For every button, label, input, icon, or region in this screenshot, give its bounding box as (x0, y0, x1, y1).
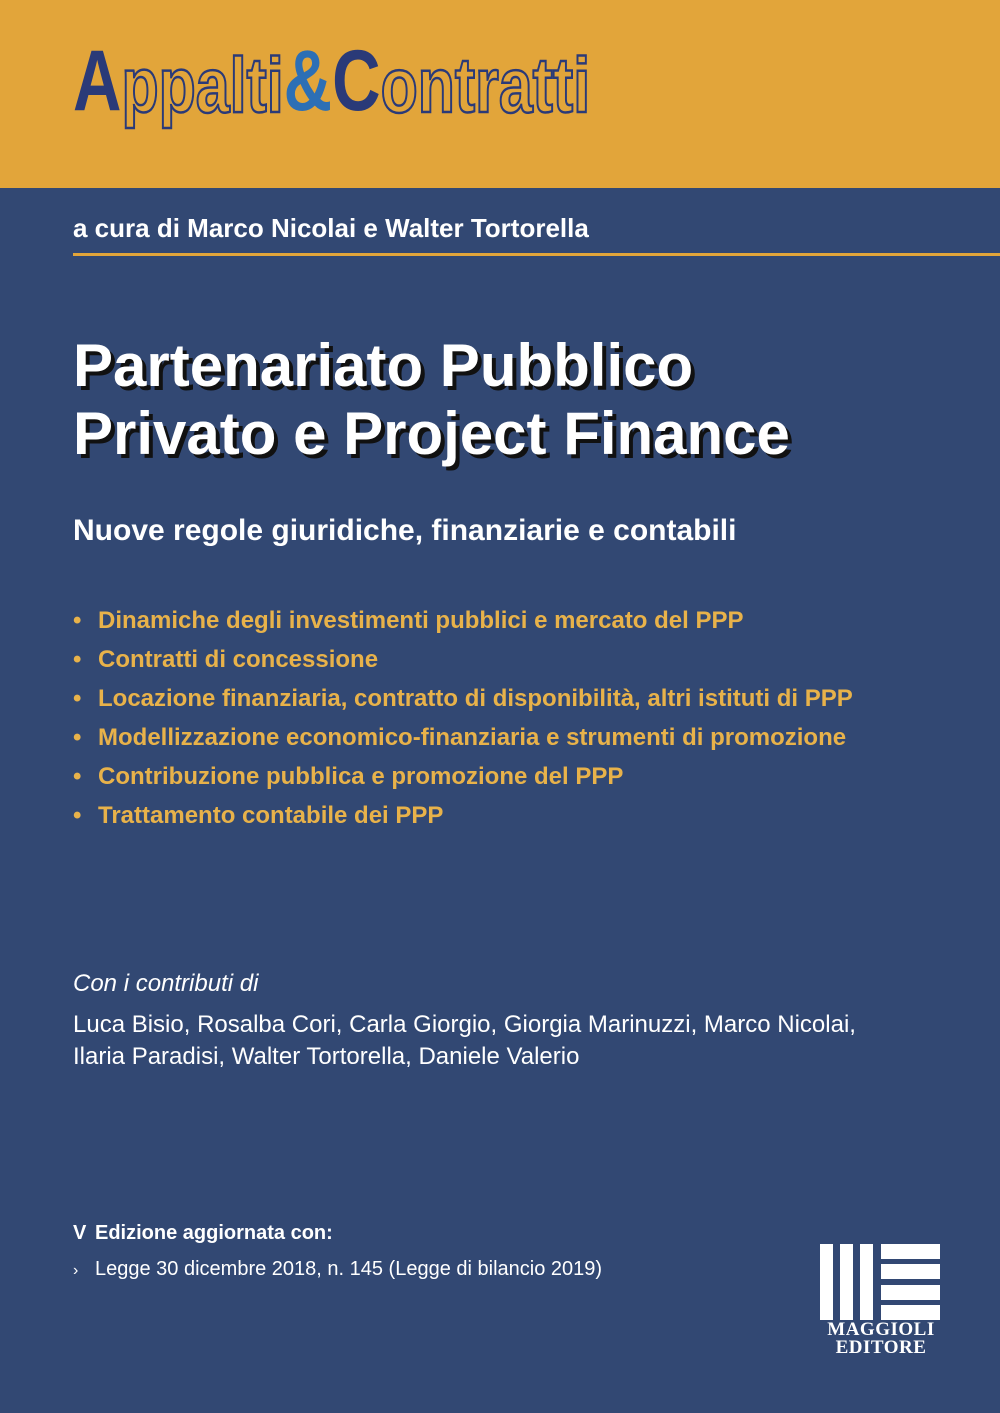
bullet-icon: • (73, 724, 82, 751)
bullet-icon: • (73, 607, 82, 634)
publisher-subname: EDITORE (835, 1337, 927, 1358)
series-letter-c: C (332, 33, 381, 129)
book-title (73, 332, 790, 468)
series-ampersand: & (283, 33, 333, 129)
edition-update-item (73, 1258, 602, 1281)
divider-rule (73, 253, 1000, 256)
topic-text: Contratti di concessione (98, 646, 379, 673)
edition-number: V (73, 1222, 87, 1244)
book-subtitle: Nuove regole giuridiche, finanziarie e contabili (73, 514, 737, 547)
bullet-icon: • (73, 685, 82, 712)
bullet-icon: • (73, 646, 82, 673)
edition-update-text: Legge 30 dicembre 2018, n. 145 (Legge di bilancio 2019) (95, 1258, 603, 1280)
bullet-icon: • (73, 763, 82, 790)
edition-label: Edizione aggiornata con: (95, 1222, 333, 1244)
series-band (0, 0, 1000, 188)
chevron-right-icon: › (73, 1262, 79, 1279)
topic-text: Modellizzazione economico-finanziaria e strumenti di promozione (98, 724, 847, 751)
curators-line: a cura di Marco Nicolai e Walter Tortorella (73, 213, 589, 243)
topic-text: Contribuzione pubblica e promozione del PPP (98, 763, 624, 790)
topic-item (73, 718, 853, 757)
topic-list (73, 601, 853, 835)
series-word-appalti: ppalti (121, 41, 284, 129)
contributors-heading: Con i contributi di (73, 970, 259, 997)
book-title-line-2: Privato e Project Finance (73, 400, 790, 467)
publisher-name: MAGGIOLI (827, 1319, 935, 1340)
bullet-icon: • (73, 802, 82, 829)
contributors-line-1: Luca Bisio, Rosalba Cori, Carla Giorgio, Giorgia Marinuzzi, Marco Nicolai, (73, 1011, 856, 1038)
book-title-line-1: Partenariato Pubblico (73, 332, 694, 399)
topic-item (73, 601, 853, 640)
series-letter-a: A (73, 33, 122, 129)
topic-item (73, 640, 853, 679)
publisher-logo (818, 1244, 944, 1358)
topic-item (73, 757, 853, 796)
topic-text: Locazione finanziaria, contratto di disponibilità, altri istituti di PPP (98, 685, 853, 712)
series-logo (73, 33, 591, 129)
topic-text: Dinamiche degli investimenti pubblici e mercato del PPP (98, 607, 744, 634)
series-word-contratti: ontratti (380, 41, 591, 129)
topic-text: Trattamento contabile dei PPP (98, 802, 444, 829)
topic-item (73, 679, 853, 718)
maggioli-mark-icon (820, 1244, 940, 1320)
topic-item (73, 796, 853, 835)
edition-heading (73, 1222, 333, 1245)
contributors-line-2: Ilaria Paradisi, Walter Tortorella, Daniele Valerio (73, 1043, 580, 1070)
